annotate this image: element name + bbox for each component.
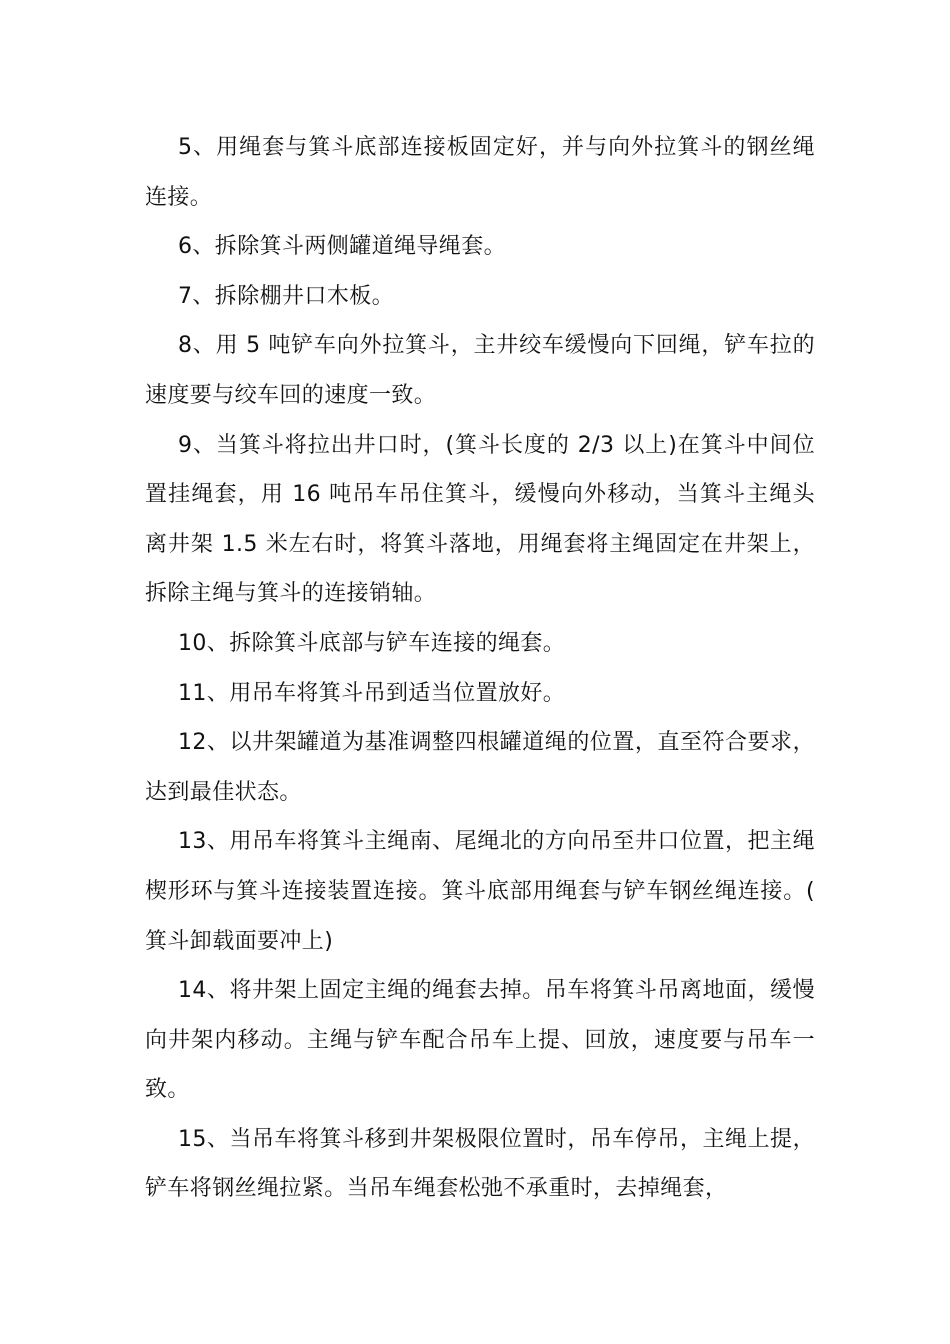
document-body xyxy=(145,123,815,1214)
paragraph-step-13: 13、用吊车将箕斗主绳南、尾绳北的方向吊至井口位置，把主绳楔形环与箕斗连接装置连接。箕斗底部用绳套与铲车钢丝绳连接。(箕斗卸载面要冲上) xyxy=(145,829,815,954)
paragraph-step-8: 8、用 5 吨铲车向外拉箕斗，主井绞车缓慢向下回绳，铲车拉的速度要与绞车回的速度一致。 xyxy=(145,333,815,408)
paragraph-step-6: 6、拆除箕斗两侧罐道绳导绳套。 xyxy=(178,234,506,260)
paragraph-step-14: 14、将井架上固定主绳的绳套去掉。吊车将箕斗吊离地面，缓慢向井架内移动。主绳与铲车配合吊车上提、回放，速度要与吊车一致。 xyxy=(145,978,815,1103)
paragraph-step-10: 10、拆除箕斗底部与铲车连接的绳套。 xyxy=(178,630,566,656)
paragraph-step-7: 7、拆除棚井口木板。 xyxy=(178,283,394,309)
paragraph-step-15: 15、当吊车将箕斗移到井架极限位置时，吊车停吊，主绳上提，铲车将钢丝绳拉紧。当吊车绳套松弛不承重时，去掉绳套， xyxy=(145,1126,815,1202)
paragraph-step-5: 5、用绳套与箕斗底部连接板固定好，并与向外拉箕斗的钢丝绳连接。 xyxy=(145,135,815,210)
paragraph-step-11: 11、用吊车将箕斗吊到适当位置放好。 xyxy=(178,680,566,706)
paragraph-step-12: 12、以井架罐道为基准调整四根罐道绳的位置，直至符合要求，达到最佳状态。 xyxy=(145,730,815,805)
paragraph-step-9: 9、当箕斗将拉出井口时，(箕斗长度的 2/3 以上)在箕斗中间位置挂绳套，用 16 吨吊车吊住箕斗，缓慢向外移动，当箕斗主绳头离井架 1.5 米左右时，将箕斗落地，用绳套将主绳固定在井架上，拆除主绳与箕斗的连接销轴。 xyxy=(145,432,815,607)
